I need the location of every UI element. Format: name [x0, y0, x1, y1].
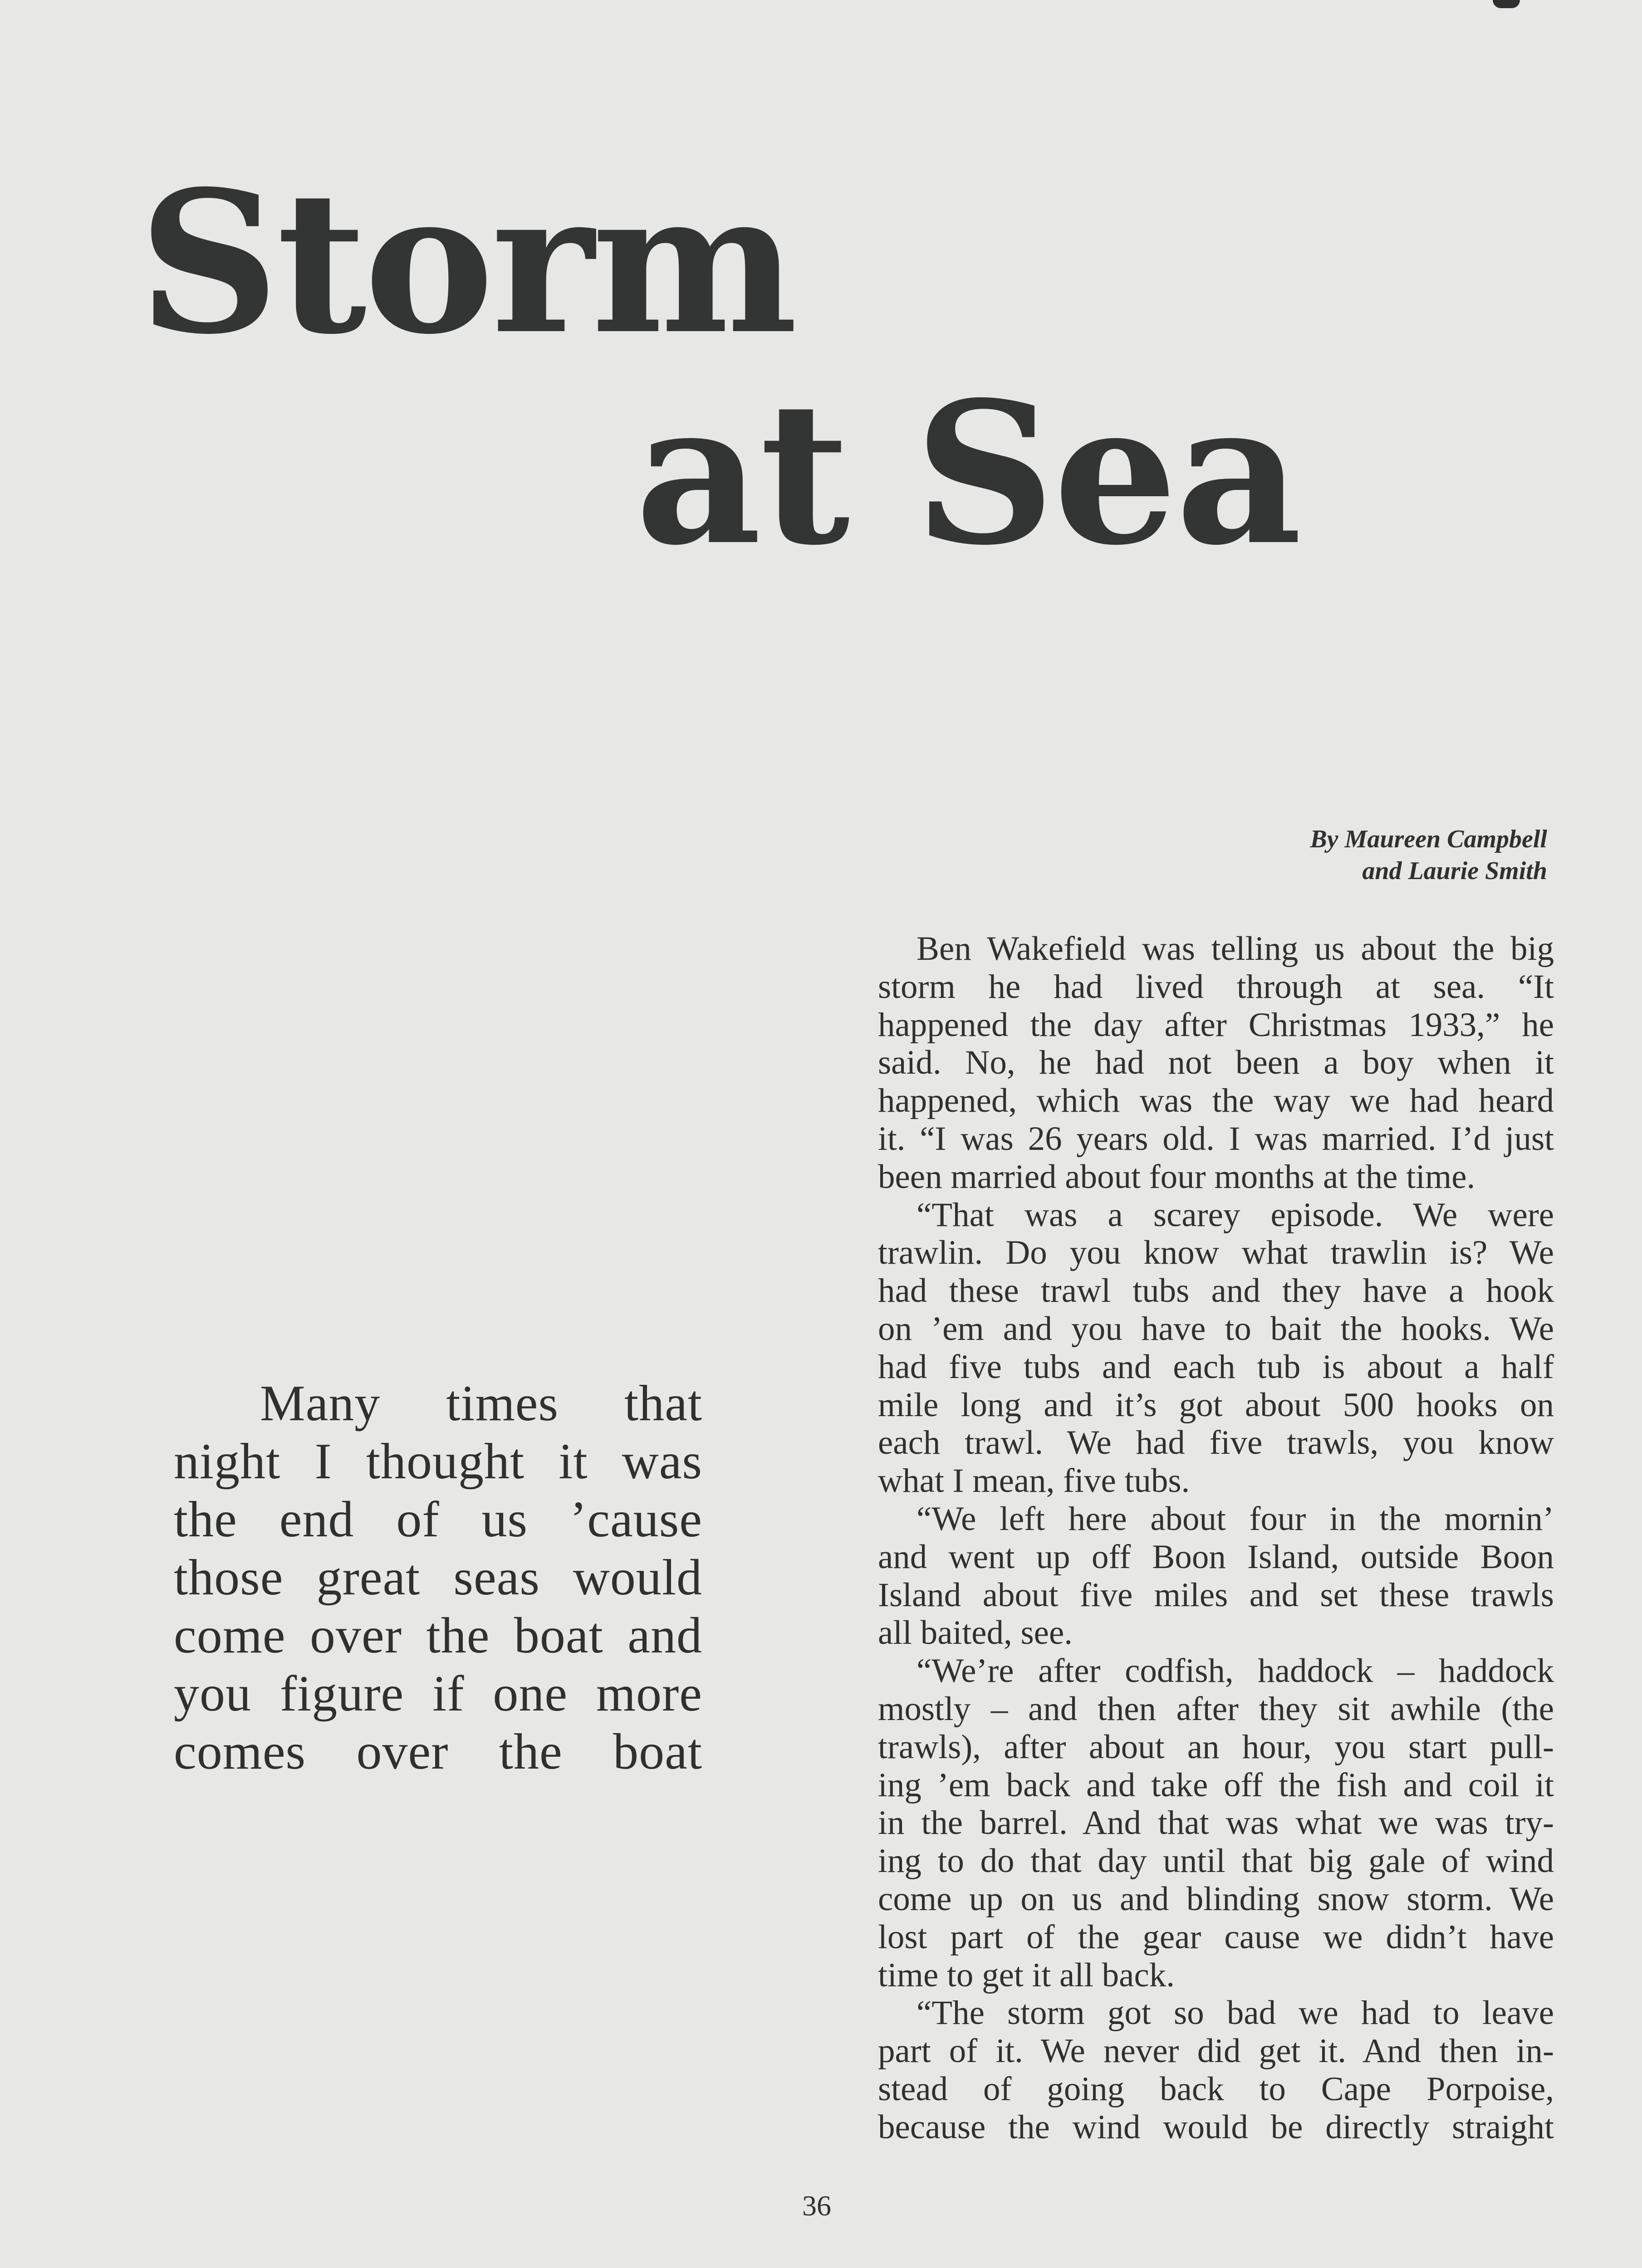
article-line: “That was a scarey episode. We were: [917, 1196, 1554, 1234]
article-line: ing to do that day until that big gale of wind: [878, 1842, 1554, 1880]
article-line: come up on us and blinding snow storm. We: [878, 1880, 1554, 1918]
article-line: it. “I was 26 years old. I was married. I’d just: [878, 1119, 1554, 1158]
article-line: happened the day after Christmas 1933,” he: [878, 1006, 1554, 1044]
pull-quote: [174, 1374, 702, 1781]
pull-quote-line: you figure if one more: [174, 1666, 702, 1722]
byline: [1089, 823, 1547, 887]
page-edge-mark: [1493, 0, 1520, 8]
page-number: 36: [802, 2190, 831, 2222]
article-line: all baited, see.: [878, 1614, 1073, 1652]
pull-quote-line: Many times that: [260, 1375, 702, 1432]
article-line: lost part of the gear cause we didn’t have: [878, 1918, 1554, 1956]
article-line: mile long and it’s got about 500 hooks on: [878, 1386, 1554, 1424]
byline-line-2: and Laurie Smith: [1362, 857, 1547, 885]
article-line: happened, which was the way we had heard: [878, 1082, 1554, 1120]
article-line: had five tubs and each tub is about a half: [878, 1348, 1554, 1386]
article-line: had these trawl tubs and they have a hook: [878, 1272, 1554, 1310]
article-body: [878, 930, 1554, 2146]
byline-line-1: By Maureen Campbell: [1310, 825, 1547, 853]
article-line: said. No, he had not been a boy when it: [878, 1044, 1554, 1082]
article-line: because the wind would be directly straight: [878, 2108, 1554, 2146]
article-line: “The storm got so bad we had to leave: [917, 1994, 1554, 2032]
title-line-2: at Sea: [635, 359, 1300, 588]
article-line: trawlin. Do you know what trawlin is? We: [878, 1234, 1554, 1272]
article-line: time to get it all back.: [878, 1956, 1175, 1994]
article-line: and went up off Boon Island, outside Boon: [878, 1538, 1554, 1576]
article-line: Ben Wakefield was telling us about the big: [917, 930, 1554, 968]
article-paragraph: [878, 930, 1554, 1196]
pull-quote-line: those great seas would: [174, 1549, 702, 1606]
article-line: on ’em and you have to bait the hooks. We: [878, 1310, 1554, 1348]
article-paragraph: [878, 1994, 1554, 2146]
article-line: storm he had lived through at sea. “It: [878, 968, 1554, 1006]
pull-quote-line: the end of us ’cause: [174, 1491, 702, 1548]
pull-quote-line: come over the boat and: [174, 1608, 702, 1664]
article-paragraph: [878, 1196, 1554, 1500]
article-paragraph: [878, 1500, 1554, 1652]
article-line: Island about five miles and set these trawls: [878, 1576, 1554, 1614]
article-line: in the barrel. And that was what we was try-: [878, 1804, 1554, 1842]
article-line: “We’re after codfish, haddock – haddock: [917, 1652, 1554, 1690]
title-line-1: Storm: [138, 148, 795, 377]
article-line: each trawl. We had five trawls, you know: [878, 1424, 1554, 1462]
article-paragraph: [878, 1652, 1554, 1994]
article-line: part of it. We never did get it. And then in-: [878, 2032, 1554, 2070]
article-line: ing ’em back and take off the fish and coil it: [878, 1766, 1554, 1804]
article-line: mostly – and then after they sit awhile (the: [878, 1690, 1554, 1728]
article-line: trawls), after about an hour, you start pull-: [878, 1728, 1554, 1766]
article-line: what I mean, five tubs.: [878, 1462, 1190, 1500]
article-line: “We left here about four in the mornin’: [917, 1500, 1554, 1538]
pull-quote-line: night I thought it was: [174, 1433, 702, 1490]
pull-quote-line: comes over the boat: [174, 1724, 702, 1780]
article-line: been married about four months at the time.: [878, 1158, 1475, 1196]
article-line: stead of going back to Cape Porpoise,: [878, 2070, 1554, 2108]
